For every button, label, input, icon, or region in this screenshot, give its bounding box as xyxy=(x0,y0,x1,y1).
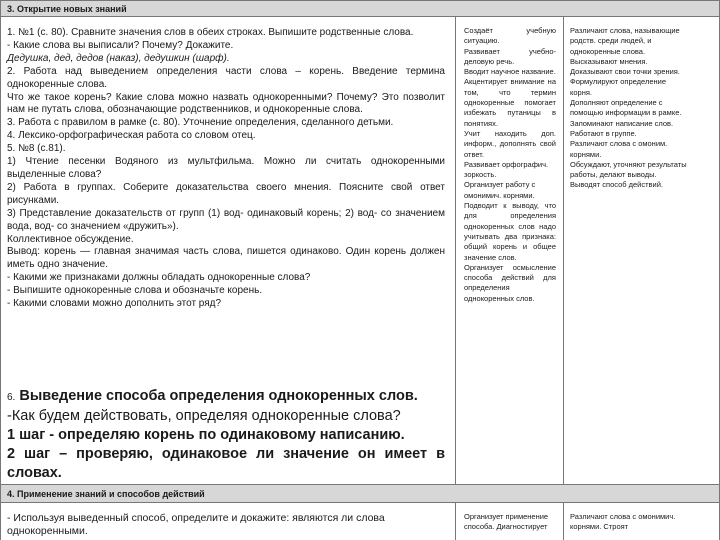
student-activity-item: Работают в группе. xyxy=(570,128,637,138)
method-step-1: 1 шаг - определяю корень по одинаковому написанию. xyxy=(7,427,405,443)
lesson-steps-text xyxy=(7,27,445,311)
step-1-question: - Какие слова вы выписали? Почему? Докажите. xyxy=(7,39,234,51)
student-activity-item: Различают слова с омоним. корнями. xyxy=(570,139,668,159)
step-2: 2. Работа над выведением определения части слова – корень. Введение термина однокоренные слова. xyxy=(7,65,445,90)
step-3: 3. Работа с правилом в рамке (с. 80). Уточнение определения, сделанного детьми. xyxy=(7,117,394,129)
application-teacher-activity: Организует применение способа. Диагностирует xyxy=(464,512,549,531)
method-heading: Выведение способа определения однокоренных слов. xyxy=(19,388,418,404)
student-activity-column xyxy=(570,26,690,191)
step-1-words: Дедушка, дед, дедов (наказ), дедушкин (шарф). xyxy=(7,52,230,64)
question-signs: - Какими же признаками должны обладать однокоренные слова? xyxy=(7,272,311,284)
question-write: - Выпишите однокоренные слова и обозначьте корень. xyxy=(7,285,263,297)
student-activity-item: Различают слова, называющие родств. среди людей, и однокоренные слова. xyxy=(570,26,680,56)
step-5-3: 3) Представление доказательств от групп (1) вод- одинаковый корень; 2) вод- со значением вода, вод- со значением «дружить»). xyxy=(7,207,445,232)
conclusion: Вывод: корень — главная значимая часть слова, пишется одинаково. Один корень должен иметь одно значение. xyxy=(7,246,445,271)
student-activity-item: Обсуждают, уточняют результаты работы, делают выводы. xyxy=(570,159,687,180)
step-5-1: 1) Чтение песенки Водяного из мультфильма. Можно ли считать однокоренными выделенные слова? xyxy=(7,156,445,180)
step-5-2: 2) Работа в группах. Соберите доказательства своего мнения. Поясните свой ответ рисунками. xyxy=(7,181,445,206)
step-5: 5. №8 (с.81). xyxy=(7,143,66,155)
collective-discussion: Коллективное обсуждение. xyxy=(7,233,134,245)
method-derivation xyxy=(7,387,445,483)
teacher-activity-item: Развивает учебно-деловую речь. xyxy=(464,46,556,66)
divider-bottom-col1 xyxy=(455,503,456,540)
teacher-activity-item: Подводит к выводу, что для определения однокоренных слов надо учитывать два признака: общий корень и общее значение слов. xyxy=(464,201,556,262)
student-activity-item: Высказывают мнения. Доказывают свои точки зрения. xyxy=(570,56,680,77)
teacher-activity-column xyxy=(464,26,556,304)
method-question: -Как будем действовать, определяя однокоренные слова? xyxy=(7,408,401,424)
student-activity-item: Дополняют определение с помощью информации в рамке. xyxy=(570,98,682,118)
teacher-activity-item: Организует осмысление способа действий для определения однокоренных слов. xyxy=(464,262,556,303)
teacher-activity-item: Создаёт учебную ситуацию. xyxy=(464,26,556,46)
step-1: 1. №1 (с. 80). Сравните значения слов в обеих строках. Выпишите родственные слова. xyxy=(7,27,414,38)
step-4: 4. Лексико-орфографическая работа со словом отец. xyxy=(7,130,256,142)
divider-top-row xyxy=(0,16,720,17)
teacher-activity-item: Развивает орфографич. зоркость. xyxy=(464,159,549,180)
method-title xyxy=(7,387,445,407)
divider-col1 xyxy=(455,16,456,484)
student-activity-item: Формулируют определение корня. xyxy=(570,77,667,97)
method-step-2: 2 шаг – проверяю, одинаковое ли значение он имеет в словах. xyxy=(7,446,445,481)
step-2-question: Что же такое корень? Какие слова можно назвать однокоренными? Почему? Это позволит нам не путать слова, обозначающие родственников, и однокоренные слова. xyxy=(7,91,445,116)
teacher-activity-item: Вводит научное название. xyxy=(464,67,556,77)
student-activity-item: Запоминают написание слов. xyxy=(570,118,674,128)
teacher-activity-item: Учит находить доп. информ., дополнять свой ответ. xyxy=(464,128,556,159)
teacher-activity-item: Акцентирует внимание на том, что термин однокоренные помогает избежать путаницы в понятиях. xyxy=(464,77,556,128)
divider-left xyxy=(0,16,1,540)
section-4-header: 4. Применение знаний и способов действий xyxy=(0,484,720,503)
application-student-activity: Различают слова с омонимич. корнями. Строят xyxy=(570,512,676,531)
teacher-activity-item: Организует работу с омонимич. корнями. xyxy=(464,180,536,200)
section-3-header: 3. Открытие новых знаний xyxy=(0,0,720,17)
question-extend: - Какими словами можно дополнить этот ряд? xyxy=(7,298,222,310)
student-activity-item: Выводят способ действий. xyxy=(570,180,663,190)
step-6-number: 6. xyxy=(7,392,16,403)
divider-bottom-col2 xyxy=(563,503,564,540)
divider-col2 xyxy=(563,16,564,484)
application-task: - Используя выведенный способ, определите и докажите: являются ли слова однокоренными. xyxy=(7,512,385,537)
